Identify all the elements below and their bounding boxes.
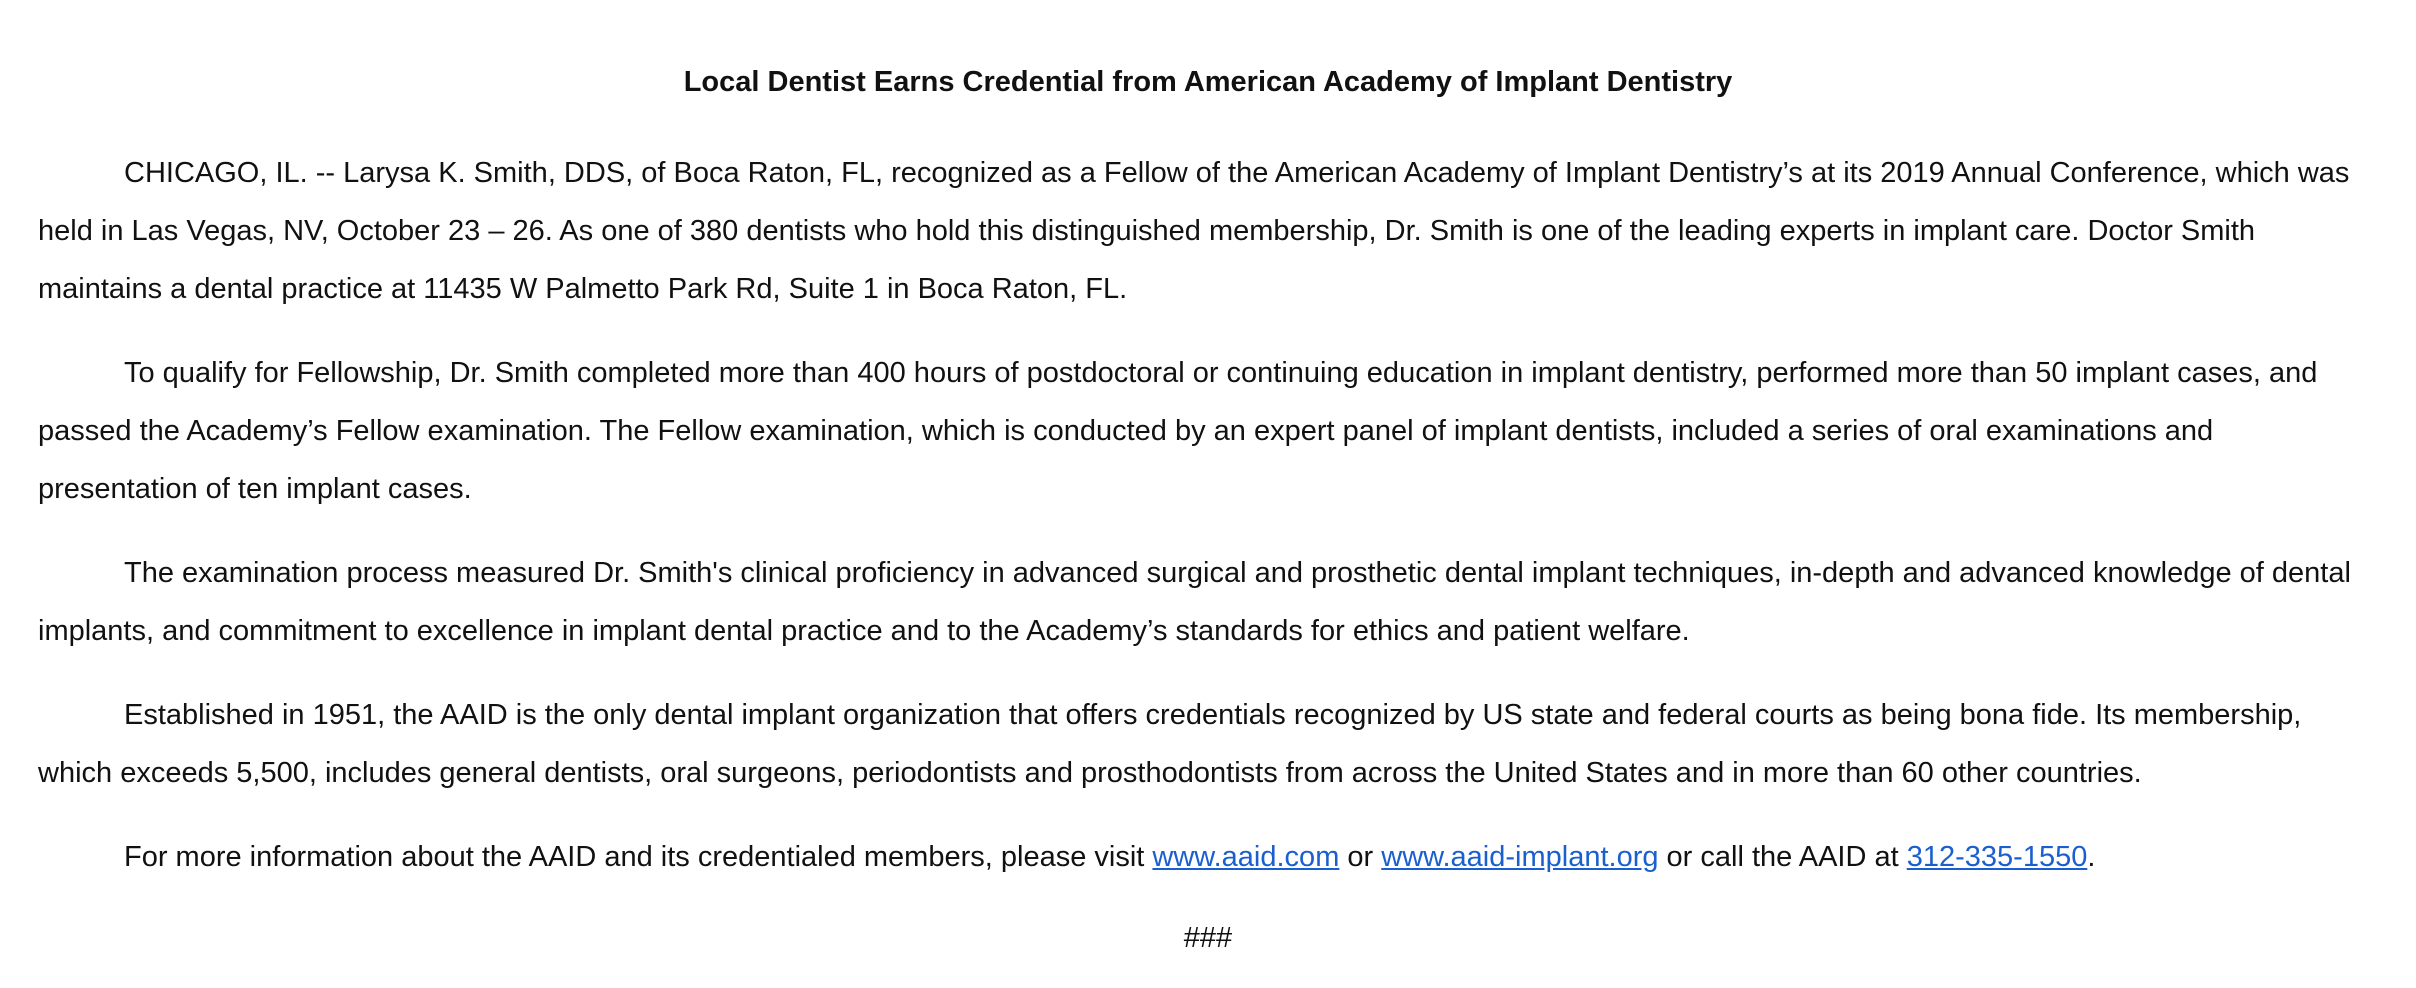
contact-or: or — [1339, 841, 1382, 873]
paragraph-contact — [38, 828, 2378, 886]
contact-call: or call the AAID at — [1658, 841, 1907, 873]
aaid-com-link[interactable]: www.aaid.com — [1152, 841, 1340, 873]
paragraph-qualification: To qualify for Fellowship, Dr. Smith completed more than 400 hours of postdoctoral or continuing education in implant dentistry, performed more than 50 implant cases, and passed the Academy’s Fellow examination. The Fellow examination, which is conducted by an expert panel of implant dentists, included a series of oral examinations and presentation of ten implant cases. — [38, 357, 2318, 505]
paragraph-aaid-about: Established in 1951, the AAID is the only dental implant organization that offers credentials recognized by US state and federal courts as being bona fide. Its membership, which exceeds 5,500, includes general dentists, oral surgeons, periodontists and prosthodontists from across the United States and in more than 60 other countries. — [38, 699, 2302, 789]
aaid-implant-link[interactable]: www.aaid-implant.org — [1381, 841, 1659, 873]
end-mark: ### — [1183, 922, 1233, 954]
contact-end: . — [2087, 841, 2096, 873]
paragraph-examination: The examination process measured Dr. Smith's clinical proficiency in advanced surgical and prosthetic dental implant techniques, in-depth and advanced knowledge of dental implants, and commitment to excellence in implant dental practice and to the Academy’s standards for ethics and patient welfare. — [38, 557, 2351, 647]
phone-link[interactable]: 312-335-1550 — [1906, 841, 2088, 873]
document-title: Local Dentist Earns Credential from American Academy of Implant Dentistry — [683, 66, 1733, 98]
contact-intro: For more information about the AAID and its credentialed members, please visit — [124, 841, 1153, 873]
paragraph-announcement: CHICAGO, IL. -- Larysa K. Smith, DDS, of Boca Raton, FL, recognized as a Fellow of the American Academy of Implant Dentistry’s at its 2019 Annual Conference, which was held in Las Vegas, NV, October 23 – 26. As one of 380 dentists who hold this distinguished membership, Dr. Smith is one of the leading experts in implant care. Doctor Smith maintains a dental practice at 11435 W Palmetto Park Rd, Suite 1 in Boca Raton, FL. — [38, 157, 2350, 305]
